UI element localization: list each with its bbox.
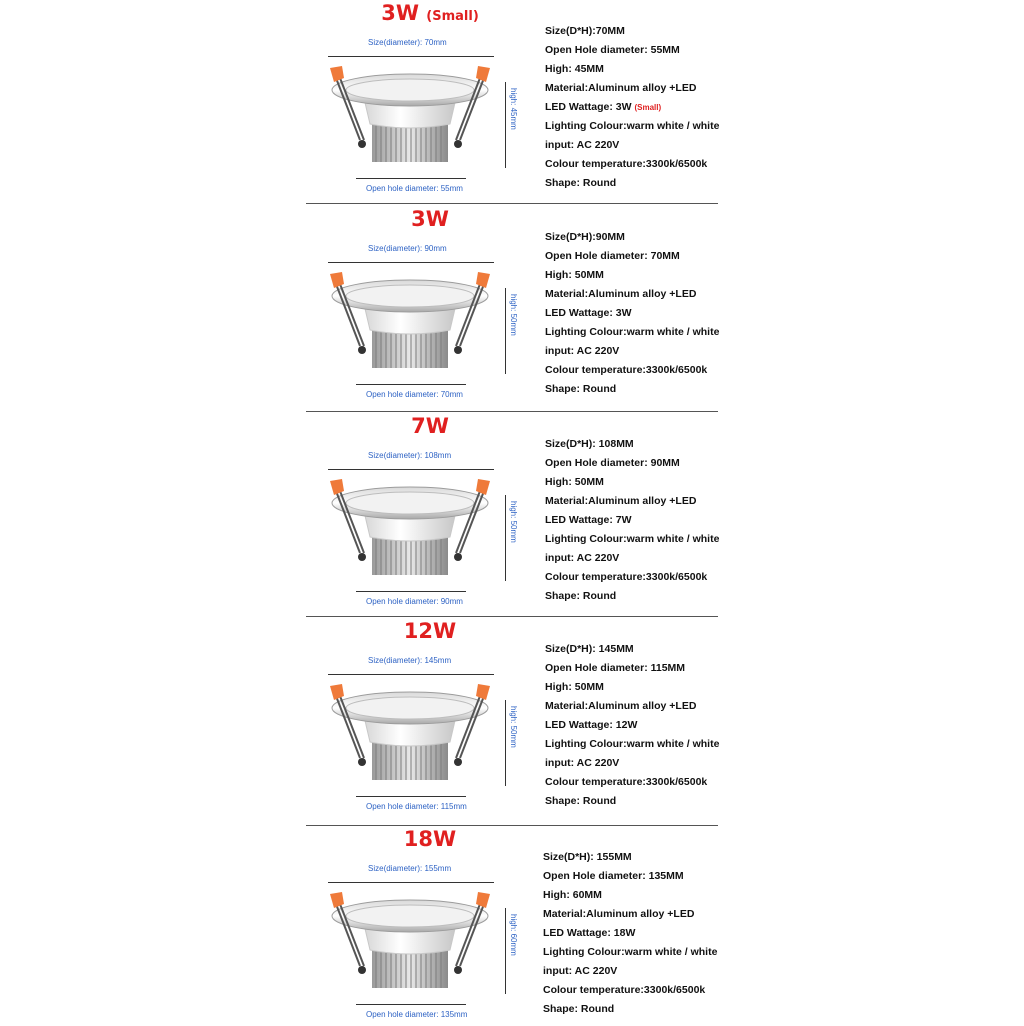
spec-text: LED Wattage: 3W (545, 307, 632, 319)
spec-text: Lighting Colour:warm white / white (545, 326, 720, 338)
title-suffix: (Small) (426, 9, 479, 24)
spec-line (545, 266, 745, 285)
spec-line (543, 943, 743, 962)
spec-line (543, 1000, 743, 1019)
spec-line (545, 136, 745, 155)
product-section-3 (0, 413, 1024, 613)
spec-text: Open Hole diameter: 115MM (545, 662, 686, 674)
spec-text: Shape: Round (545, 383, 617, 395)
section-divider (306, 203, 718, 204)
spec-line (545, 342, 745, 361)
section-title (330, 620, 530, 642)
downlight-image (310, 62, 510, 172)
spec-line (543, 905, 743, 924)
spec-text: Material:Aluminum alloy +LED (545, 288, 697, 300)
section-title (330, 208, 530, 230)
diameter-label: Size(diameter): 145mm (368, 656, 452, 665)
spec-line (545, 98, 745, 117)
spec-text: LED Wattage: 18W (543, 927, 636, 939)
height-label: high: 50mm (509, 294, 518, 336)
spec-text: Material:Aluminum alloy +LED (545, 82, 697, 94)
height-label: high: 45mm (509, 88, 518, 130)
spec-text: Shape: Round (545, 177, 617, 189)
spec-line (545, 735, 745, 754)
spec-line (543, 867, 743, 886)
spec-line (543, 962, 743, 981)
spec-text: Open Hole diameter: 135MM (543, 870, 684, 882)
wattage-title: 3W (381, 1, 419, 25)
height-label: high: 60mm (509, 914, 518, 956)
downlight-image (310, 268, 510, 378)
hole-label: Open hole diameter: 135mm (366, 1010, 468, 1019)
diameter-line (328, 262, 494, 263)
spec-text: Lighting Colour:warm white / white (545, 533, 720, 545)
spec-text: Lighting Colour:warm white / white (545, 738, 720, 750)
spec-line (543, 848, 743, 867)
spec-line (545, 511, 745, 530)
spec-line (545, 361, 745, 380)
spec-line (543, 981, 743, 1000)
spec-line (545, 285, 745, 304)
spec-line (545, 155, 745, 174)
spec-line (545, 22, 745, 41)
spec-text: High: 50MM (545, 476, 604, 488)
spec-list (545, 435, 745, 606)
spec-text: LED Wattage: 3W (545, 101, 632, 113)
spec-line (545, 792, 745, 811)
spec-text: High: 50MM (545, 681, 604, 693)
spec-line (545, 41, 745, 60)
spec-line (545, 454, 745, 473)
spec-text: Size(D*H): 108MM (545, 438, 634, 450)
spec-text: LED Wattage: 7W (545, 514, 632, 526)
spec-text: Lighting Colour:warm white / white (545, 120, 720, 132)
spec-line (545, 435, 745, 454)
spec-text: Shape: Round (543, 1003, 615, 1015)
spec-line (545, 640, 745, 659)
spec-text: Shape: Round (545, 795, 617, 807)
spec-text: input: AC 220V (545, 139, 620, 151)
spec-line (545, 380, 745, 399)
spec-text: input: AC 220V (545, 552, 620, 564)
height-line (505, 700, 506, 786)
spec-line (545, 492, 745, 511)
downlight-image (310, 475, 510, 585)
wattage-title: 12W (403, 619, 457, 643)
diameter-line (328, 674, 494, 675)
spec-text: Colour temperature:3300k/6500k (545, 364, 708, 376)
hole-line (356, 796, 466, 797)
spec-line (545, 473, 745, 492)
spec-text: input: AC 220V (543, 965, 618, 977)
spec-line (545, 659, 745, 678)
spec-list (545, 228, 745, 399)
diameter-line (328, 882, 494, 883)
spec-text: High: 45MM (545, 63, 604, 75)
spec-text: Size(D*H):90MM (545, 231, 625, 243)
spec-text: Open Hole diameter: 55MM (545, 44, 680, 56)
diameter-line (328, 56, 494, 57)
spec-line (545, 549, 745, 568)
spec-line (545, 247, 745, 266)
section-divider (306, 616, 718, 617)
section-title (330, 415, 530, 437)
wattage-title: 18W (403, 827, 457, 851)
spec-line (545, 228, 745, 247)
spec-line (545, 79, 745, 98)
diameter-label: Size(diameter): 108mm (368, 451, 452, 460)
spec-line (545, 773, 745, 792)
section-divider (306, 411, 718, 412)
spec-list (543, 848, 743, 1019)
product-section-2 (0, 206, 1024, 406)
downlight-image (310, 888, 510, 998)
section-title (330, 828, 530, 850)
hole-line (356, 384, 466, 385)
spec-line (545, 323, 745, 342)
wattage-suffix: (Small) (634, 103, 662, 112)
height-line (505, 82, 506, 168)
spec-line (545, 174, 745, 193)
diameter-label: Size(diameter): 90mm (368, 244, 447, 253)
spec-line (545, 304, 745, 323)
hole-line (356, 591, 466, 592)
height-line (505, 288, 506, 374)
spec-line (545, 716, 745, 735)
height-label: high: 50mm (509, 706, 518, 748)
spec-line (545, 697, 745, 716)
wattage-title: 3W (411, 207, 449, 231)
product-section-4 (0, 618, 1024, 818)
downlight-image (310, 680, 510, 790)
hole-label: Open hole diameter: 70mm (366, 390, 463, 399)
spec-line (543, 886, 743, 905)
product-section-5 (0, 826, 1024, 1026)
spec-text: LED Wattage: 12W (545, 719, 638, 731)
section-title (330, 2, 530, 28)
spec-text: Material:Aluminum alloy +LED (545, 495, 697, 507)
hole-label: Open hole diameter: 115mm (366, 802, 467, 811)
spec-text: Size(D*H): 155MM (543, 851, 632, 863)
spec-list (545, 640, 745, 811)
spec-line (545, 117, 745, 136)
hole-line (356, 1004, 466, 1005)
hole-label: Open hole diameter: 55mm (366, 184, 463, 193)
spec-text: Material:Aluminum alloy +LED (543, 908, 695, 920)
height-line (505, 908, 506, 994)
spec-text: Lighting Colour:warm white / white (543, 946, 718, 958)
diameter-label: Size(diameter): 70mm (368, 38, 447, 47)
spec-text: High: 50MM (545, 269, 604, 281)
spec-text: Colour temperature:3300k/6500k (545, 776, 708, 788)
spec-text: input: AC 220V (545, 345, 620, 357)
height-label: high: 50mm (509, 501, 518, 543)
spec-line (545, 754, 745, 773)
spec-text: Open Hole diameter: 90MM (545, 457, 680, 469)
spec-text: Open Hole diameter: 70MM (545, 250, 680, 262)
spec-text: input: AC 220V (545, 757, 620, 769)
diameter-line (328, 469, 494, 470)
spec-text: Colour temperature:3300k/6500k (543, 984, 706, 996)
spec-text: Material:Aluminum alloy +LED (545, 700, 697, 712)
spec-line (545, 678, 745, 697)
spec-text: Size(D*H):70MM (545, 25, 625, 37)
spec-line (545, 587, 745, 606)
hole-label: Open hole diameter: 90mm (366, 597, 463, 606)
spec-list (545, 22, 745, 193)
spec-text: Shape: Round (545, 590, 617, 602)
diameter-label: Size(diameter): 155mm (368, 864, 452, 873)
height-line (505, 495, 506, 581)
spec-text: Colour temperature:3300k/6500k (545, 571, 708, 583)
spec-line (545, 60, 745, 79)
hole-line (356, 178, 466, 179)
spec-text: Colour temperature:3300k/6500k (545, 158, 708, 170)
product-section-1 (0, 0, 1024, 200)
spec-text: Size(D*H): 145MM (545, 643, 634, 655)
spec-line (543, 924, 743, 943)
wattage-title: 7W (411, 414, 449, 438)
spec-line (545, 568, 745, 587)
spec-line (545, 530, 745, 549)
spec-text: High: 60MM (543, 889, 602, 901)
